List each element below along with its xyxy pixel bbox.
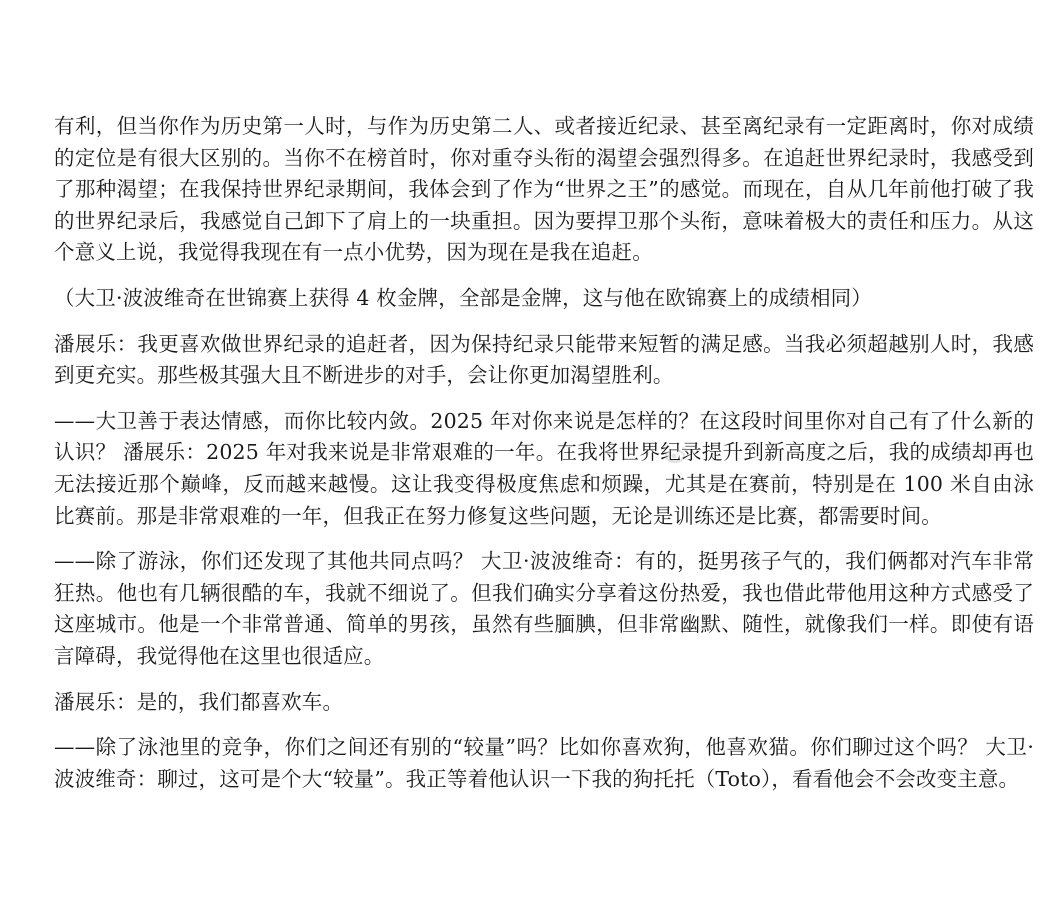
article-paragraph: 有利，但当你作为历史第一人时，与作为历史第二人、或者接近纪录、甚至离纪录有一定距离时，你对成绩的定位是有很大区别的。当你不在榜首时，你对重夺头衔的渴望会强烈得多。在追赶世界纪录时，我感受到了那种渴望；在我保持世界纪录期间，我体会到了作为“世界之王”的感觉。而现在，自从几年前他打破了我的世界纪录后，我感觉自己卸下了肩上的一块重担。因为要捍卫那个头衔，意味着极大的责任和压力。从这个意义上说，我觉得我现在有一点小优势，因为现在是我在追赶。 [54, 114, 1034, 265]
article-paragraph: （大卫·波波维奇在世锦赛上获得 4 枚金牌，全部是金牌，这与他在欧锦赛上的成绩相同） [54, 285, 872, 310]
article-paragraph: 潘展乐：我更喜欢做世界纪录的追赶者，因为保持纪录只能带来短暂的满足感。当我必须超越别人时，我感到更充实。那些极其强大且不断进步的对手，会让你更加渴望胜利。 [54, 331, 1034, 388]
article-paragraph: ——除了游泳，你们还发现了其他共同点吗？ 大卫·波波维奇：有的，挺男孩子气的，我们俩都对汽车非常狂热。他也有几辆很酷的车，我就不细说了。但我们确实分享着这份热爱，我也借此带他用这种方式感受了这座城市。他是一个非常普通、简单的男孩，虽然有些腼腆，但非常幽默、随性，就像我们一样。即使有语言障碍，我觉得他在这里也很适应。 [54, 549, 1034, 668]
article-paragraph: 潘展乐：是的，我们都喜欢车。 [54, 689, 344, 714]
weibo-watermark-icon [664, 445, 690, 463]
article-paragraph: ——大卫善于表达情感，而你比较内敛。2025 年对你来说是怎样的？在这段时间里你对自己有了什么新的认识？ 潘展乐：2025 年对我来说是非常艰难的一年。在我将世界纪录提升到新高度之后，我的成绩却再也无法接近那个巅峰，反而越来越慢。这让我变得极度焦虑和烦躁，尤其是在赛前，特别是在 100 米自由泳比赛前。那是非常艰难的一年，但我正在努力修复这些问题，无论是训练还是比赛，都需要时间。 [54, 408, 1034, 528]
article-paragraph: ——除了泳池里的竞争，你们之间还有别的“较量”吗？比如你喜欢狗，他喜欢猫。你们聊过这个吗？ 大卫·波波维奇：聊过，这可是个大“较量”。我正等着他认识一下我的狗托托（Toto），看看他会不会改变主意。 [54, 735, 1034, 791]
article-body [54, 111, 1034, 809]
